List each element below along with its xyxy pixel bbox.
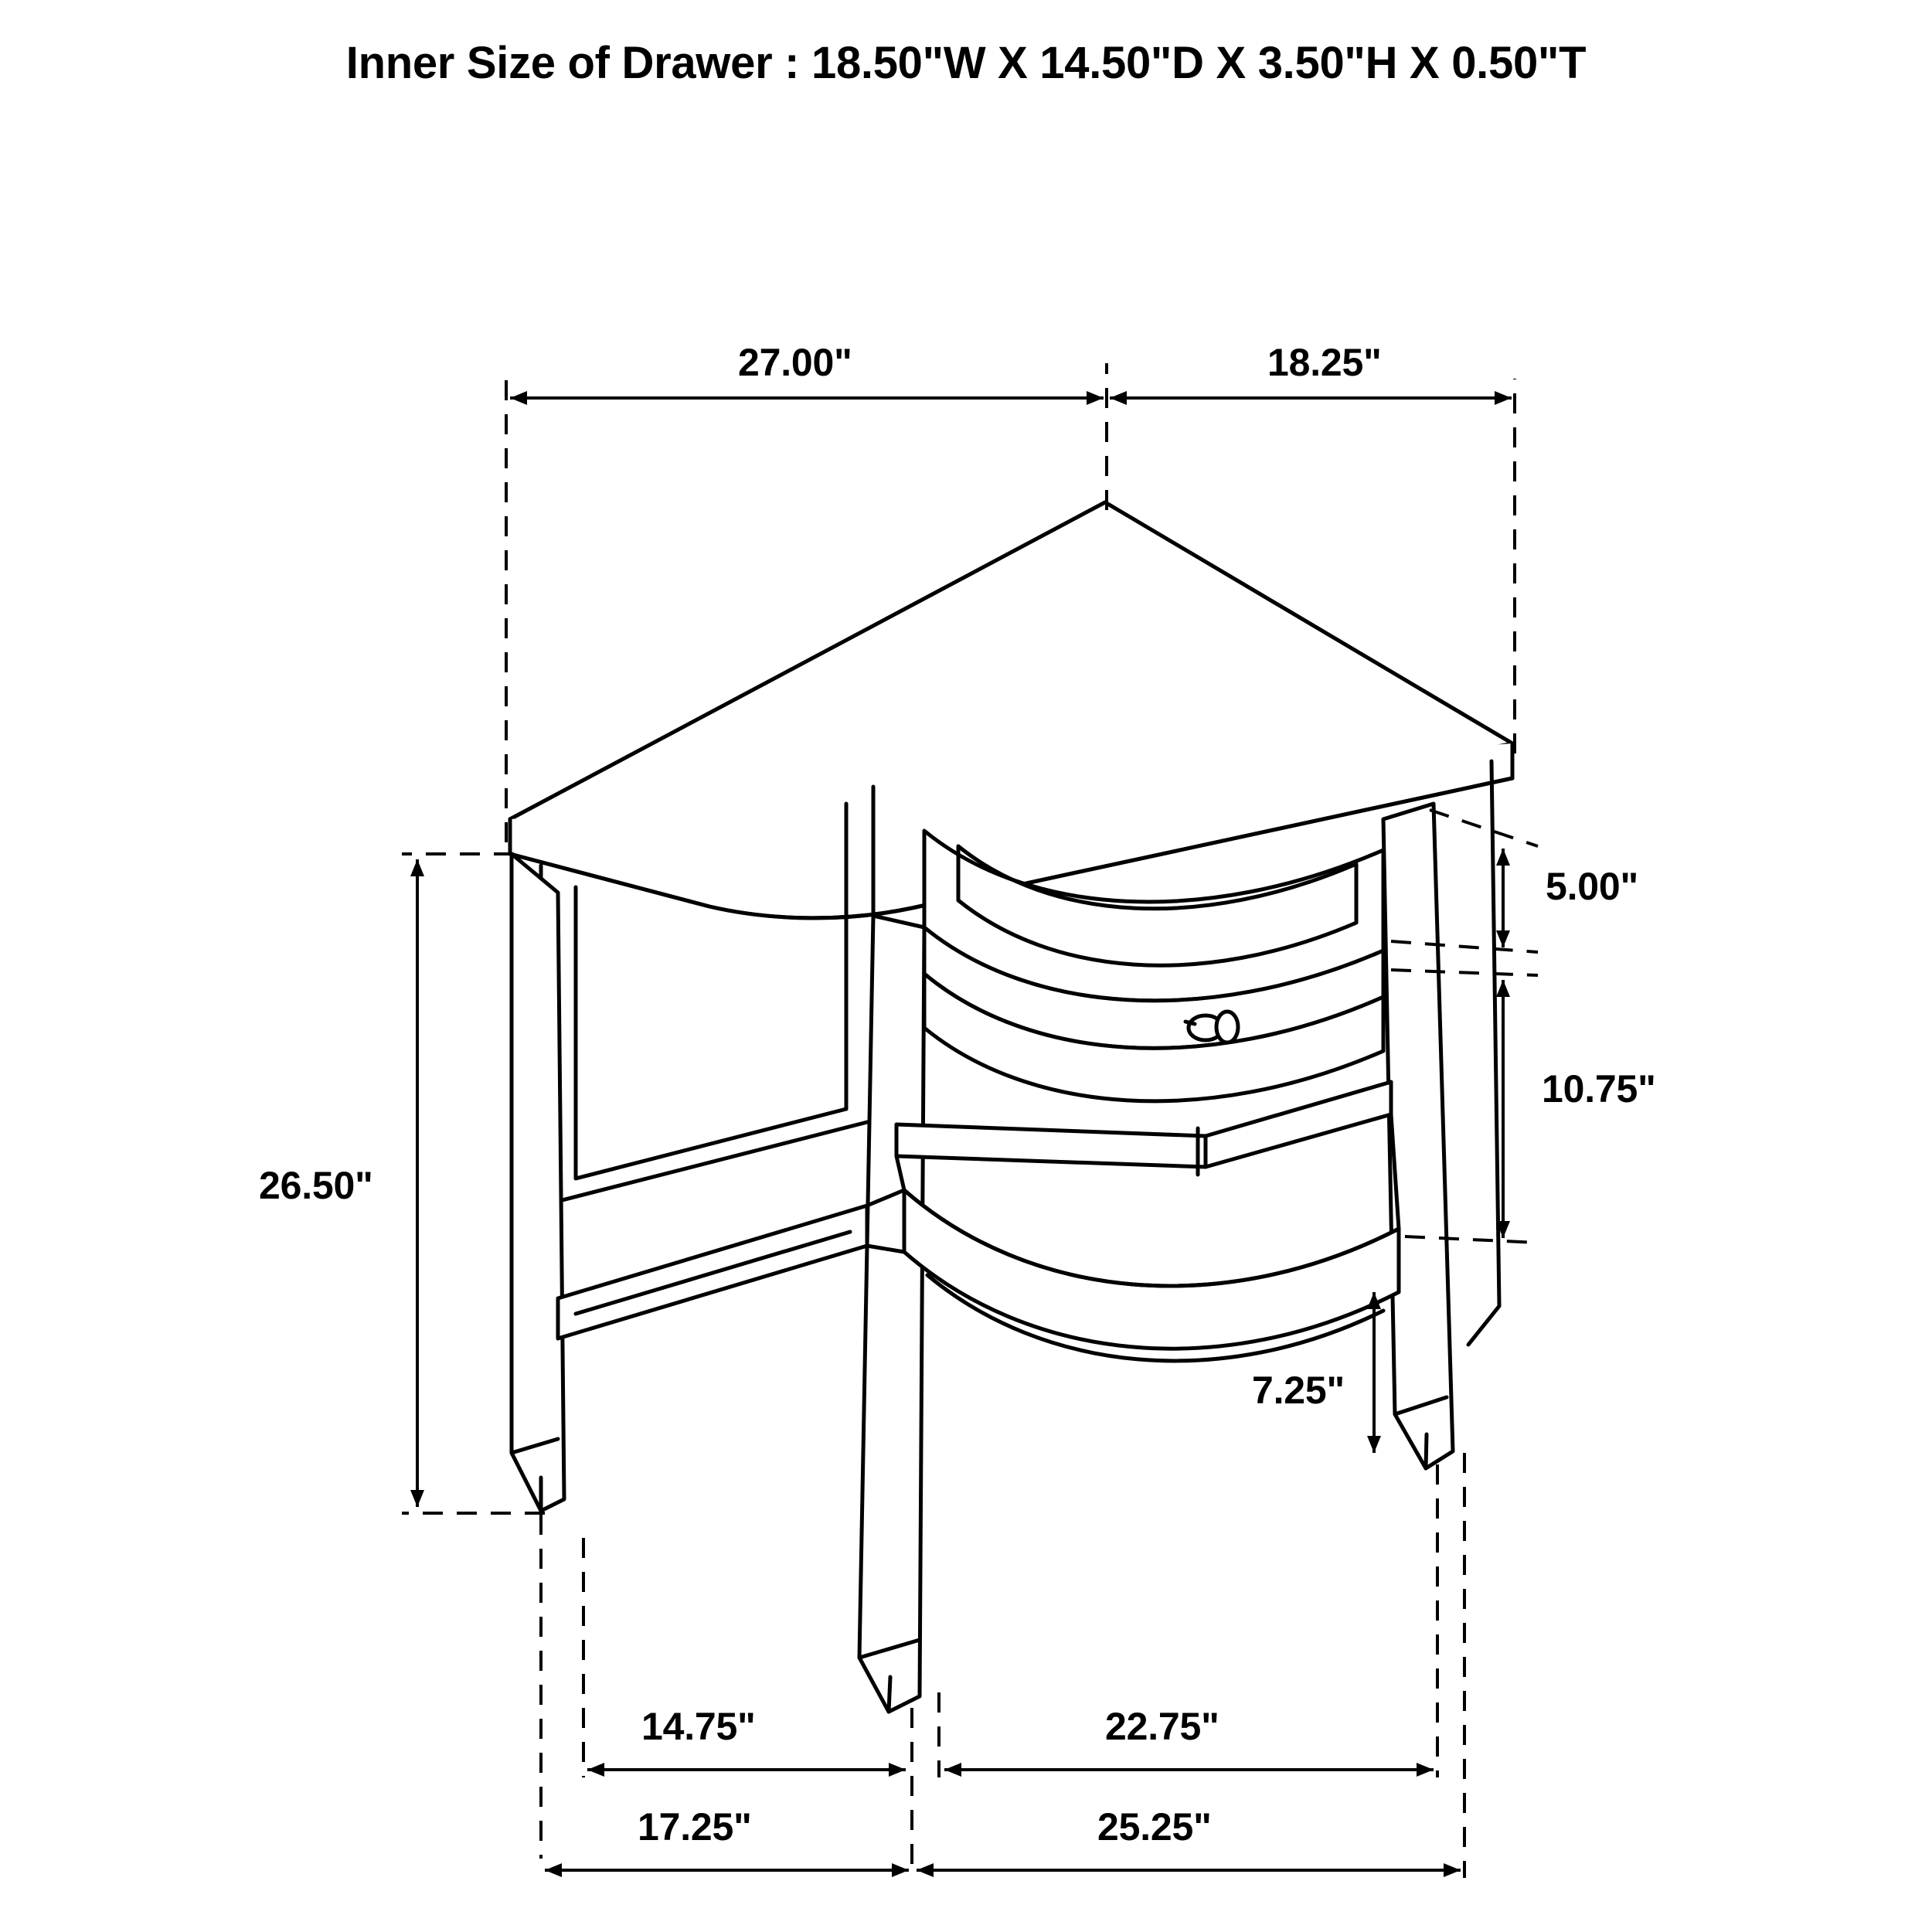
dimension-label-base-front-left: 14.75" (641, 1705, 756, 1748)
dimension-label-top-width-right: 18.25" (1267, 341, 1382, 384)
page-title: Inner Size of Drawer : 18.50"W X 14.50"D X 3.50"H X 0.50"T (345, 38, 1587, 88)
dimension-label-top-to-drawer: 5.00" (1546, 865, 1639, 908)
dimension-label-base-front-right: 22.75" (1105, 1705, 1219, 1748)
dimension-label-drawer-to-shelf: 10.75" (1542, 1067, 1656, 1111)
dimension-label-overall-height: 26.50" (259, 1164, 373, 1207)
dimension-label-top-width-left: 27.00" (738, 341, 852, 384)
dimension-label-shelf-height: 7.25" (1252, 1369, 1345, 1412)
furniture-outline (510, 502, 1512, 1712)
dimension-label-base-back-right: 25.25" (1097, 1805, 1212, 1849)
dimension-label-base-back-left: 17.25" (638, 1805, 752, 1849)
